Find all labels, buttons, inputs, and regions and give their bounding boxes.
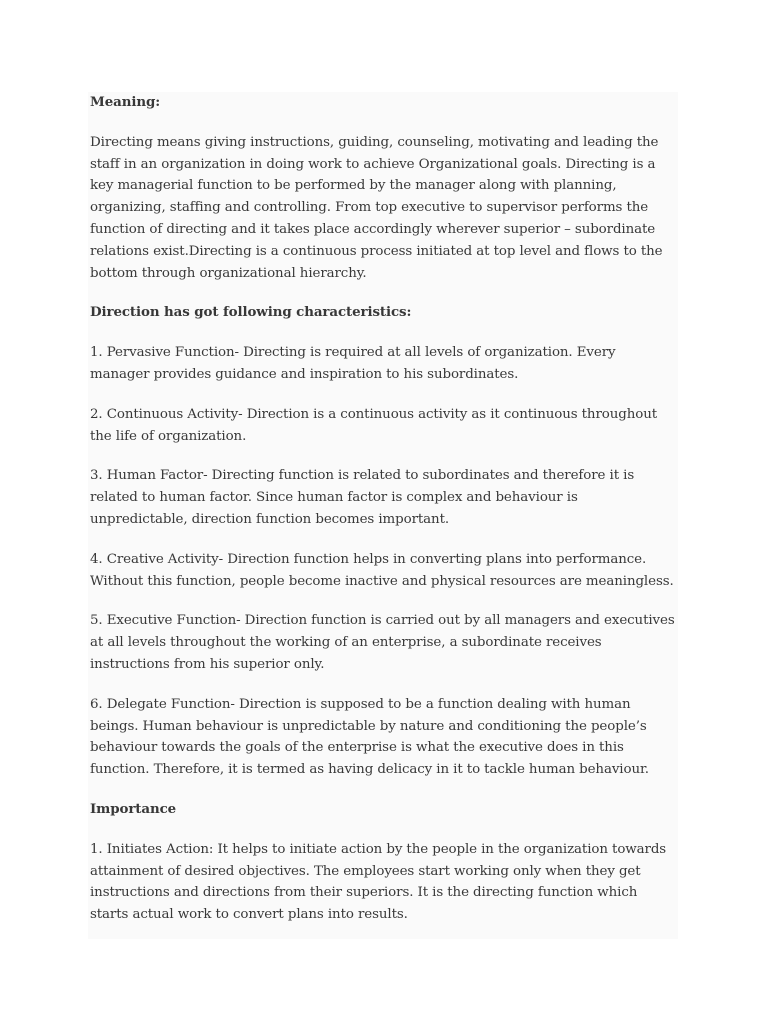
spacer [90,114,678,132]
spacer [90,531,678,549]
characteristic-item-3: 3. Human Factor- Directing function is related to subordinates and therefore it is related to human factor. Since human factor is complex and behaviour is unpredictable, direction function becomes important. [90,468,635,527]
importance-heading: Importance [90,800,177,817]
spacer [90,821,678,839]
characteristic-item-4: 4. Creative Activity- Direction function helps in converting plans into performance. Without this function, people become inactive and physical resources are meaningless. [90,551,674,589]
characteristic-item-6: 6. Delegate Function- Direction is supposed to be a function dealing with human beings. Human behaviour is unpredictable by nature and conditioning the people’s behaviour towards the goals of the enterprise is what the executive does in this function. Therefore, it is termed as having delicacy in it to tackle human behaviour. [90,696,649,778]
importance-item-1: 1. Initiates Action: It helps to initiate action by the people in the organization towards attainment of desired objectives. The employees start working only when they get instructions and directions from their superiors. It is the directing function which starts actual work to convert plans into results. [90,841,667,923]
characteristic-item-2: 2. Continuous Activity- Direction is a continuous activity as it continuous throughout the life of organization. [90,406,658,444]
spacer [90,324,678,342]
document-body [88,92,678,939]
spacer [90,781,678,799]
characteristic-item-5: 5. Executive Function- Direction function is carried out by all managers and executives at all levels throughout the working of an enterprise, a subordinate receives instructions from his superior only. [90,613,675,672]
spacer [90,284,678,302]
meaning-paragraph: Directing means giving instructions, guiding, counseling, motivating and leading the staff in an organization in doing work to achieve Organizational goals. Directing is a key managerial function to be performed by the manager along with planning, organizing, staffing and controlling. From top executive to supervisor performs the function of directing and it takes place accordingly wherever superior – subordinate relations exist.Directing is a continuous process initiated at top level and flows to the bottom through organizational hierarchy. [90,134,663,281]
spacer [90,676,678,694]
spacer [90,592,678,610]
characteristic-item-1: 1. Pervasive Function- Directing is required at all levels of organization. Every manager provides guidance and inspiration to his subordinates. [90,345,616,382]
spacer [90,447,678,465]
spacer [90,386,678,404]
meaning-heading: Meaning: [90,94,161,110]
characteristics-heading: Direction has got following characteristics: [90,304,412,321]
